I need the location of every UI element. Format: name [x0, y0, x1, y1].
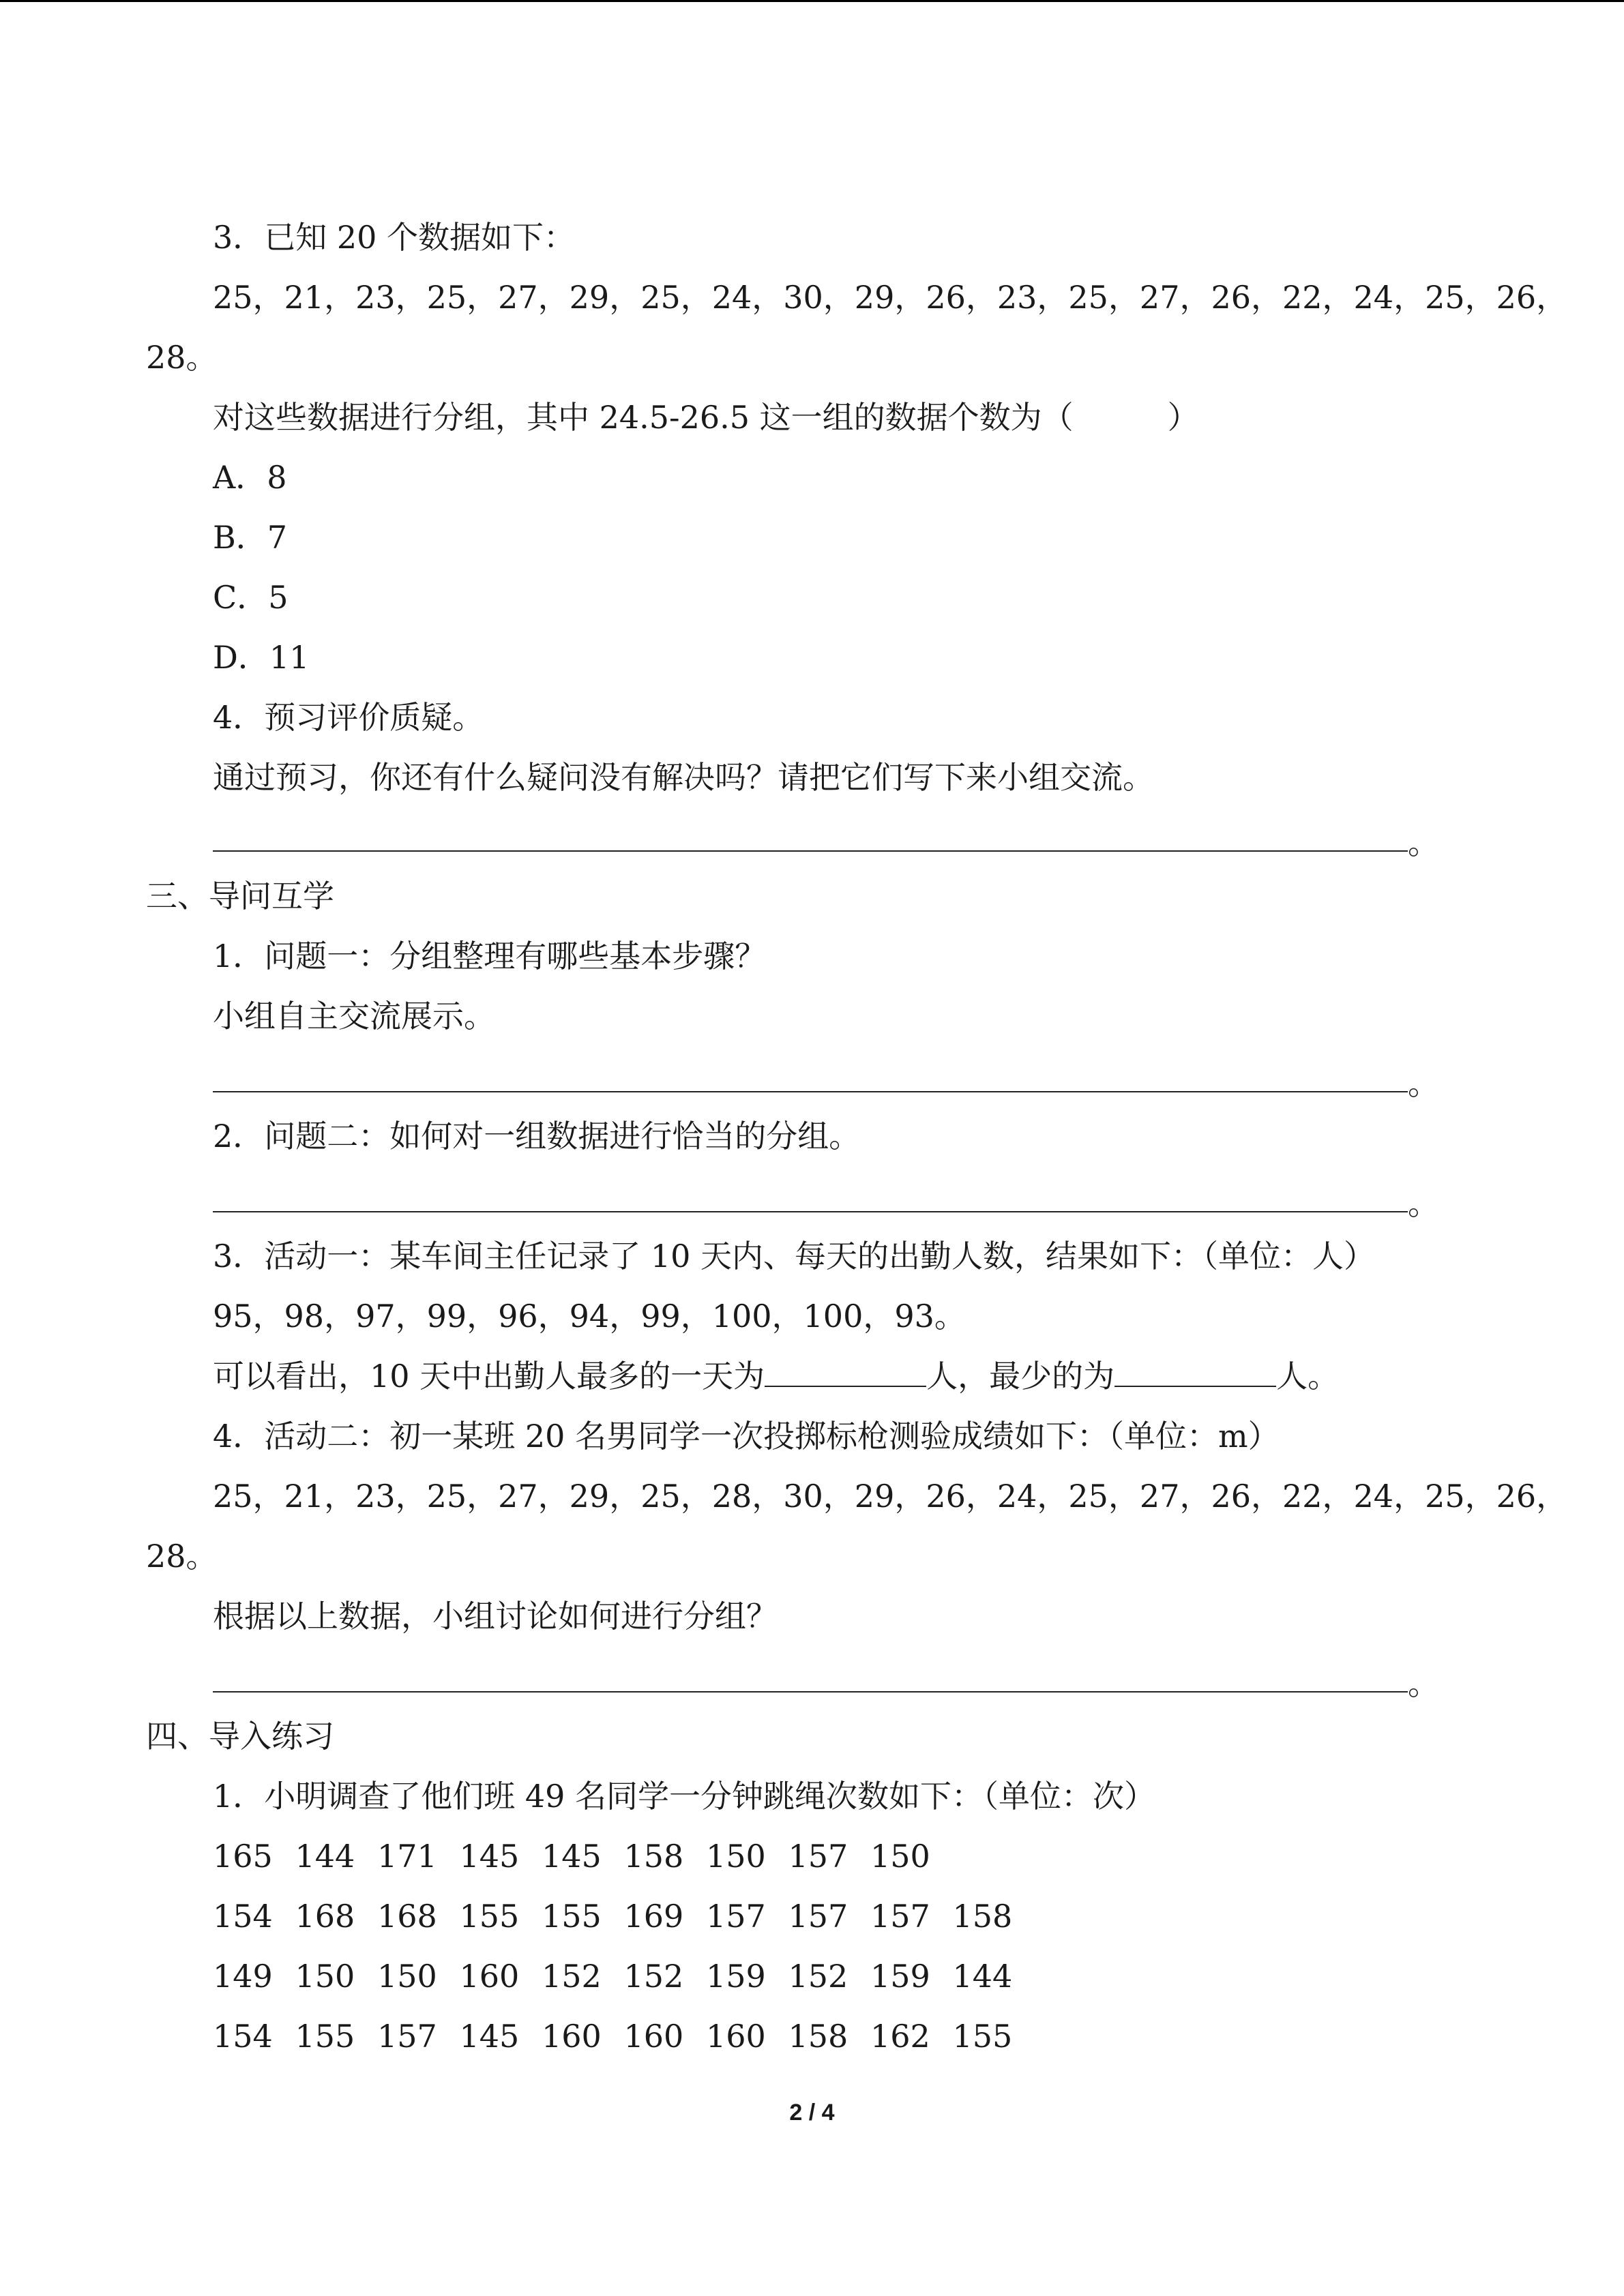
- jump-count-cell: 159: [706, 1958, 766, 1995]
- q3-option-a: A．8: [213, 459, 287, 496]
- answer-line-end-q4: 。: [1408, 824, 1439, 861]
- section-4-heading: 四、导入练习: [146, 1718, 334, 1755]
- jump-count-cell: 154: [213, 2018, 273, 2055]
- q3-data-line-2: 28。: [146, 339, 218, 376]
- section-3-problem-2: 2．问题二：如何对一组数据进行恰当的分组。: [213, 1118, 861, 1154]
- jump-count-cell: 168: [377, 1898, 437, 1935]
- jump-count-cell: 152: [788, 1958, 848, 1995]
- jump-count-cell: 145: [542, 1838, 602, 1875]
- section-3-activity-2-data-2: 28。: [146, 1538, 218, 1575]
- q3-data-line-1: 25，21，23，25，27，29，25，24，30，29，26，23，25，27，26，22，24，25，26，: [213, 279, 1568, 316]
- jump-count-cell: 160: [623, 2018, 684, 2055]
- jump-count-cell: 157: [788, 1838, 848, 1875]
- section-3-activity-1-data: 95，98，97，99，96，94，99，100，100，93。: [213, 1298, 966, 1335]
- jump-count-cell: 152: [542, 1958, 602, 1995]
- jump-count-cell: 155: [459, 1898, 520, 1935]
- jump-count-cell: 150: [295, 1958, 355, 1995]
- jump-count-cell: 168: [295, 1898, 355, 1935]
- top-border: [0, 0, 1624, 2]
- jump-count-cell: 159: [870, 1958, 930, 1995]
- section-3-activity-2: 4．活动二：初一某班 20 名男同学一次投掷标枪测验成绩如下：（单位：m）: [213, 1418, 1280, 1455]
- q4-title: 4．预习评价质疑。: [213, 699, 484, 736]
- jump-count-cell: 152: [623, 1958, 684, 1995]
- q3-title: 3．已知 20 个数据如下：: [213, 219, 576, 256]
- answer-line-end-activity-2: 。: [1408, 1665, 1439, 1702]
- jump-count-cell: 158: [952, 1898, 1013, 1935]
- fill-text-b: 人，最少的为: [926, 1358, 1115, 1395]
- jump-count-cell: 150: [870, 1838, 930, 1875]
- jump-count-cell: 150: [377, 1958, 437, 1995]
- jump-count-cell: 145: [459, 1838, 520, 1875]
- answer-line-problem-2[interactable]: [213, 1211, 1408, 1212]
- q4-prompt: 通过预习，你还有什么疑问没有解决吗？请把它们写下来小组交流。: [213, 759, 1154, 796]
- jump-count-cell: 160: [459, 1958, 520, 1995]
- page-number: 2 / 4: [789, 2100, 835, 2126]
- jump-count-cell: 155: [542, 1898, 602, 1935]
- section-4-problem-1: 1．小明调查了他们班 49 名同学一分钟跳绳次数如下：（单位：次）: [213, 1778, 1156, 1815]
- section-3-activity-1: 3．活动一：某车间主任记录了 10 天内、每天的出勤人数，结果如下：（单位：人）: [213, 1238, 1376, 1274]
- jump-count-cell: 155: [952, 2018, 1013, 2055]
- section-3-activity-1-fill: [213, 1356, 1339, 1397]
- section-3-heading: 三、导问互学: [146, 878, 334, 914]
- jump-count-cell: 165: [213, 1838, 273, 1875]
- q3-option-b: B．7: [213, 519, 288, 556]
- q3-prompt: 对这些数据进行分组，其中 24.5-26.5 这一组的数据个数为（ ）: [213, 399, 1199, 436]
- blank-min-attendance[interactable]: [1114, 1356, 1276, 1387]
- fill-text-c: 人。: [1276, 1358, 1340, 1395]
- fill-text-a: 可以看出，10 天中出勤人最多的一天为: [213, 1358, 765, 1395]
- jump-count-cell: 157: [706, 1898, 766, 1935]
- section-3-problem-1: 1．问题一：分组整理有哪些基本步骤？: [213, 938, 767, 974]
- blank-max-attendance[interactable]: [765, 1356, 926, 1387]
- jump-count-cell: 144: [952, 1958, 1013, 1995]
- q3-option-c: C．5: [213, 579, 289, 616]
- jump-count-cell: 162: [870, 2018, 930, 2055]
- answer-line-activity-2[interactable]: [213, 1691, 1408, 1693]
- jump-count-cell: 155: [295, 2018, 355, 2055]
- answer-line-end-problem-2: 。: [1408, 1185, 1439, 1222]
- jump-count-cell: 158: [788, 2018, 848, 2055]
- jump-count-cell: 157: [377, 2018, 437, 2055]
- jump-count-cell: 157: [870, 1898, 930, 1935]
- jump-count-cell: 154: [213, 1898, 273, 1935]
- answer-line-end-problem-1: 。: [1408, 1065, 1439, 1102]
- jump-count-cell: 149: [213, 1958, 273, 1995]
- jump-count-cell: 150: [706, 1838, 766, 1875]
- section-3-problem-1-text: 小组自主交流展示。: [213, 998, 495, 1034]
- jump-count-cell: 144: [295, 1838, 355, 1875]
- answer-line-q4[interactable]: [213, 850, 1408, 852]
- jump-count-cell: 145: [459, 2018, 520, 2055]
- section-3-activity-2-prompt: 根据以上数据，小组讨论如何进行分组？: [213, 1598, 778, 1635]
- jump-count-cell: 160: [542, 2018, 602, 2055]
- answer-line-problem-1[interactable]: [213, 1091, 1408, 1092]
- q3-option-d: D．11: [213, 639, 310, 676]
- jump-count-cell: 158: [623, 1838, 684, 1875]
- jump-count-cell: 157: [788, 1898, 848, 1935]
- jump-count-cell: 171: [377, 1838, 437, 1875]
- section-3-activity-2-data-1: 25，21，23，25，27，29，25，28，30，29，26，24，25，27，26，22，24，25，26，: [213, 1478, 1568, 1515]
- jump-count-cell: 160: [706, 2018, 766, 2055]
- jump-count-cell: 169: [623, 1898, 684, 1935]
